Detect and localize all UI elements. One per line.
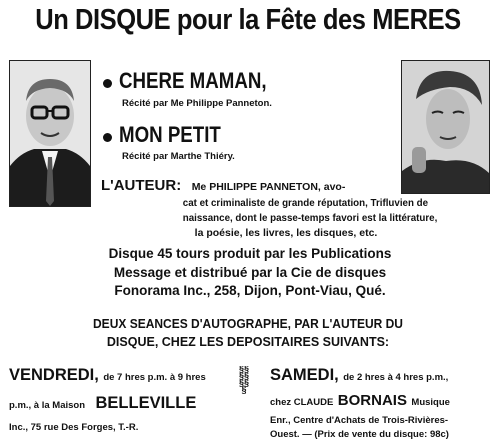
session-day: SAMEDI, — [270, 366, 339, 384]
divider-ornament — [239, 366, 249, 430]
autograph-heading-line: DEUX SEANCES D'AUTOGRAPHE, PAR L'AUTEUR DU — [93, 317, 403, 331]
session-location-prefix: chez CLAUDE — [270, 396, 334, 408]
author-bio-line: cat et criminaliste de grande réputation, Trifluvien de — [182, 197, 429, 209]
item-subtitle-chere-maman: Récité par Me Philippe Panneton. — [122, 98, 272, 109]
author-bio-text — [175, 196, 438, 242]
session-address: Enr., Centre d'Achats de Trois-Rivières- — [270, 414, 449, 426]
session-location-prefix: p.m., à la Maison — [9, 399, 86, 411]
session-time: de 2 hres à 4 hres p.m., — [343, 372, 449, 383]
production-line: Fonorama Inc., 258, Dijon, Pont-Viau, Qué. — [114, 283, 386, 299]
author-bio-line: Me PHILIPPE PANNETON, avo- — [191, 181, 346, 193]
session-price-note: Ouest. — (Prix de vente du disque: 98c) — [270, 429, 449, 441]
bullet-icon — [103, 133, 112, 142]
session-store-suffix: Musique — [411, 396, 450, 408]
session-address: Inc., 75 rue Des Forges, T.-R. — [9, 421, 139, 433]
item-title-chere-maman: CHERE MAMAN, — [119, 68, 267, 93]
man-portrait-image — [10, 61, 90, 206]
author-bio — [101, 177, 398, 196]
production-line: Disque 45 tours produit par les Publications — [108, 246, 392, 261]
item-title-mon-petit: MON PETIT — [119, 122, 221, 147]
session-friday — [9, 363, 234, 435]
production-line: Message et distribué par la Cie de disques — [113, 264, 387, 280]
author-bio-line: naissance, dont le passe-temps favori est la littérature, — [182, 212, 438, 225]
author-bio-line: la poésie, les livres, les disques, etc. — [194, 227, 378, 240]
autograph-heading-line: DISQUE, CHEZ LES DEPOSITAIRES SUIVANTS: — [106, 335, 390, 350]
bullet-icon — [103, 79, 112, 88]
author-photo — [9, 60, 91, 207]
author-heading: L'AUTEUR: — [101, 177, 182, 194]
session-store-name: BELLEVILLE — [95, 393, 197, 412]
page-title: Un DISQUE pour la Fête des MERES — [35, 4, 461, 36]
narrator-photo — [401, 60, 490, 194]
session-saturday — [270, 363, 492, 443]
woman-portrait-image — [402, 61, 489, 193]
production-info — [60, 245, 440, 301]
session-time: de 7 hres p.m. à 9 hres — [103, 372, 206, 383]
autograph-sessions-heading — [20, 315, 476, 351]
item-subtitle-mon-petit: Récité par Marthe Thiéry. — [122, 151, 235, 162]
divider-glyphs: §§§§§§§ — [239, 366, 249, 395]
session-day: VENDREDI, — [9, 366, 99, 384]
session-store-name: BORNAIS — [337, 391, 407, 409]
